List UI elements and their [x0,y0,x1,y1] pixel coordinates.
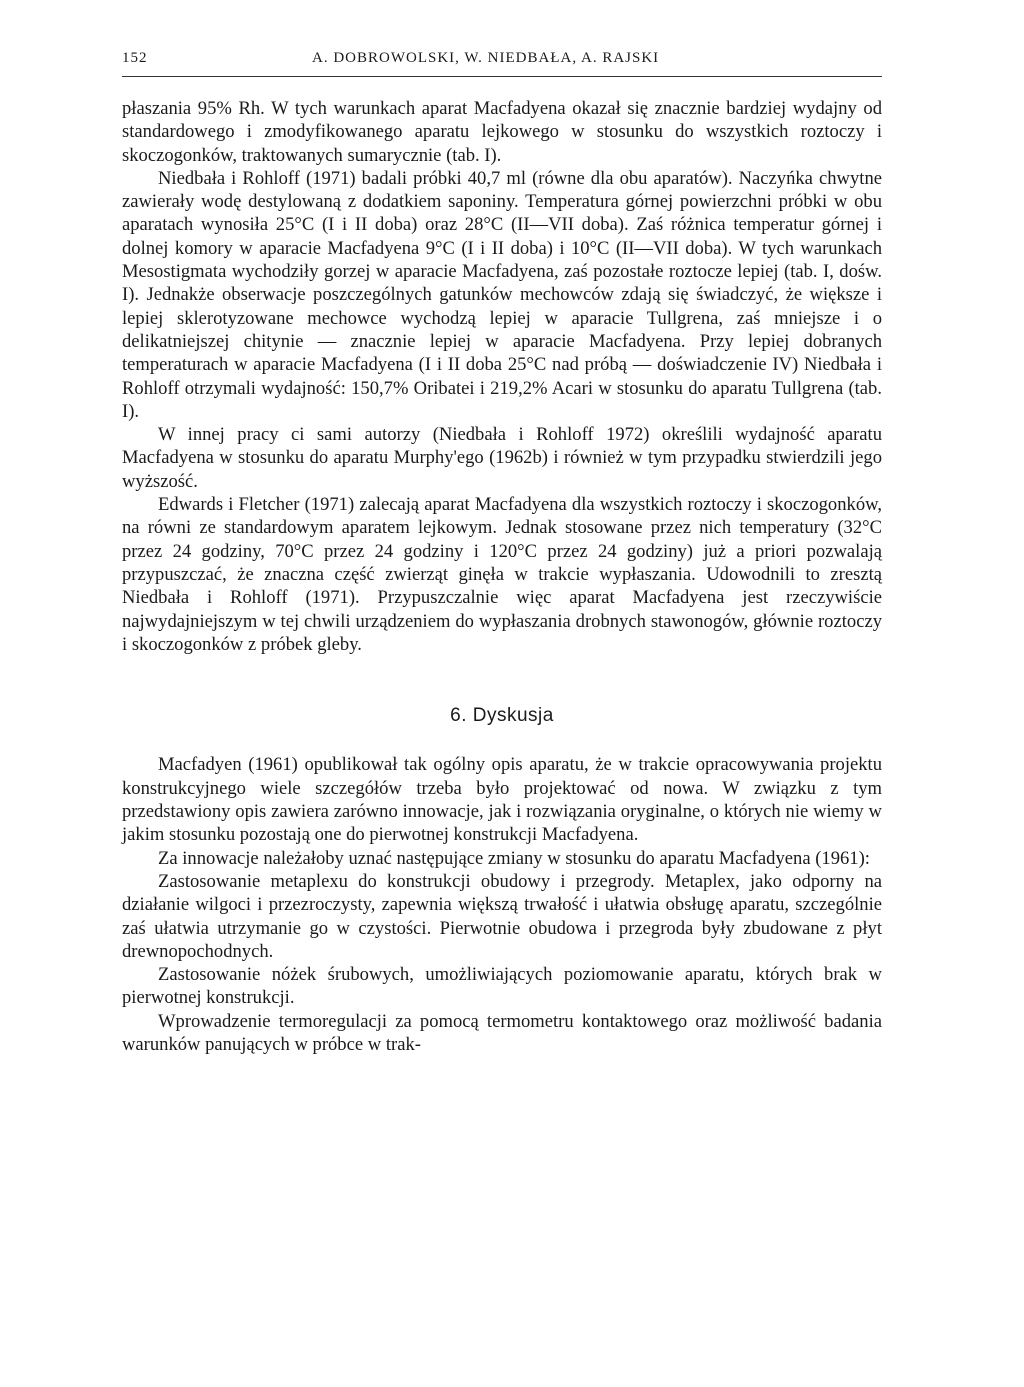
page-number: 152 [122,50,148,66]
discussion-paragraph-4: Zastosowanie nóżek śrubowych, umożliwiających poziomowanie aparatu, których brak w pierwotnej konstrukcji. [122,964,882,1009]
paragraph-3: W innej pracy ci sami autorzy (Niedbała i Rohloff 1972) określili wydajność aparatu Macfadyena w stosunku do aparatu Murphy'ego (1962b) i również w tym przypadku stwierdzili jego wyższość. [122,424,882,492]
discussion-paragraph-3: Zastosowanie metaplexu do konstrukcji obudowy i przegrody. Metaplex, jako odporny na działanie wilgoci i przezroczysty, zapewnia większą trwałość i ułatwia obsługę aparatu, szczególnie zaś ułatwia utrzymanie go w czystości. Pierwotnie obudowa i przegroda były zbudowane z płyt drewnopochodnych. [122,870,882,962]
body-text [122,97,882,1056]
discussion-paragraph-1: Macfadyen (1961) opublikował tak ogólny opis aparatu, że w trakcie opracowywania projektu konstrukcyjnego wiele szczegółów trzeba było projektować od nowa. W związku z tym przedstawiony opis zawiera zarówno innowacje, jak i rozwiązania oryginalne, o których nie wiemy w jakim stosunku pozostają one do pierwotnej konstrukcji Macfadyena. [122,754,882,846]
running-head: A. DOBROWOLSKI, W. NIEDBAŁA, A. RAJSKI [312,50,660,66]
header-rule [122,76,882,77]
paragraph-1: płaszania 95% Rh. W tych warunkach aparat Macfadyena okazał się znacznie bardziej wydajny od standardowego i zmodyfikowanego aparatu lejkowego w stosunku do wszystkich roztoczy i skoczogonków, traktowanych sumarycznie (tab. I). [122,98,882,166]
paragraph-4: Edwards i Fletcher (1971) zalecają aparat Macfadyena dla wszystkich roztoczy i skoczogonków, na równi ze standardowym aparatem lejkowym. Jednak stosowane przez nich temperatury (32°C przez 24 godziny, 70°C przez 24 godziny i 120°C przez 24 godziny) już a priori pozwalają przypuszczać, że znaczna część zwierząt ginęła w trakcie wypłaszania. Udowodnili to zresztą Niedbała i Rohloff (1971). Przypuszczalnie więc aparat Macfadyena jest rzeczywiście najwydajniejszym w tej chwili urządzeniem do wypłaszania drobnych stawonogów, głównie roztoczy i skoczogonków z próbek gleby. [122,494,882,655]
section-heading: 6. Dyskusja [450,705,554,727]
discussion-paragraph-2: Za innowacje należałoby uznać następujące zmiany w stosunku do aparatu Macfadyena (1961): [158,847,870,869]
paragraph-2: Niedbała i Rohloff (1971) badali próbki 40,7 ml (równe dla obu aparatów). Naczyńka chwytne zawierały wodę destylowaną z dodatkiem saponiny. Temperatura górnej powierzchni próbki w obu aparatach wynosiła 25°C (I i II doba) oraz 28°C (II—VII doba). Zaś różnica temperatur górnej i dolnej komory w aparacie Macfadyena 9°C (I i II doba) i 10°C (II—VII doba). W tych warunkach Mesostigmata wychodziły gorzej w aparacie Macfadyena, zaś pozostałe roztocze lepiej (tab. I, dośw. I). Jednakże obserwacje poszczególnych gatunków mechowców zdają się świadczyć, że większe i lepiej sklerotyzowane mechowce wychodzą lepiej w aparacie Tullgrena, zaś mniejsze i o delikatniejszej chitynie — znacznie lepiej w aparacie Macfadyena. Przy lepiej dobranych temperaturach w aparacie Macfadyena (I i II doba 25°C nad próbą — doświadczenie IV) Niedbała i Rohloff otrzymali wydajność: 150,7% Oribatei i 219,2% Acari w stosunku do aparatu Tullgrena (tab. I). [122,167,882,422]
discussion-paragraph-5: Wprowadzenie termoregulacji za pomocą termometru kontaktowego oraz możliwość badania warunków panujących w próbce w trak- [122,1010,882,1055]
running-header [122,50,882,72]
